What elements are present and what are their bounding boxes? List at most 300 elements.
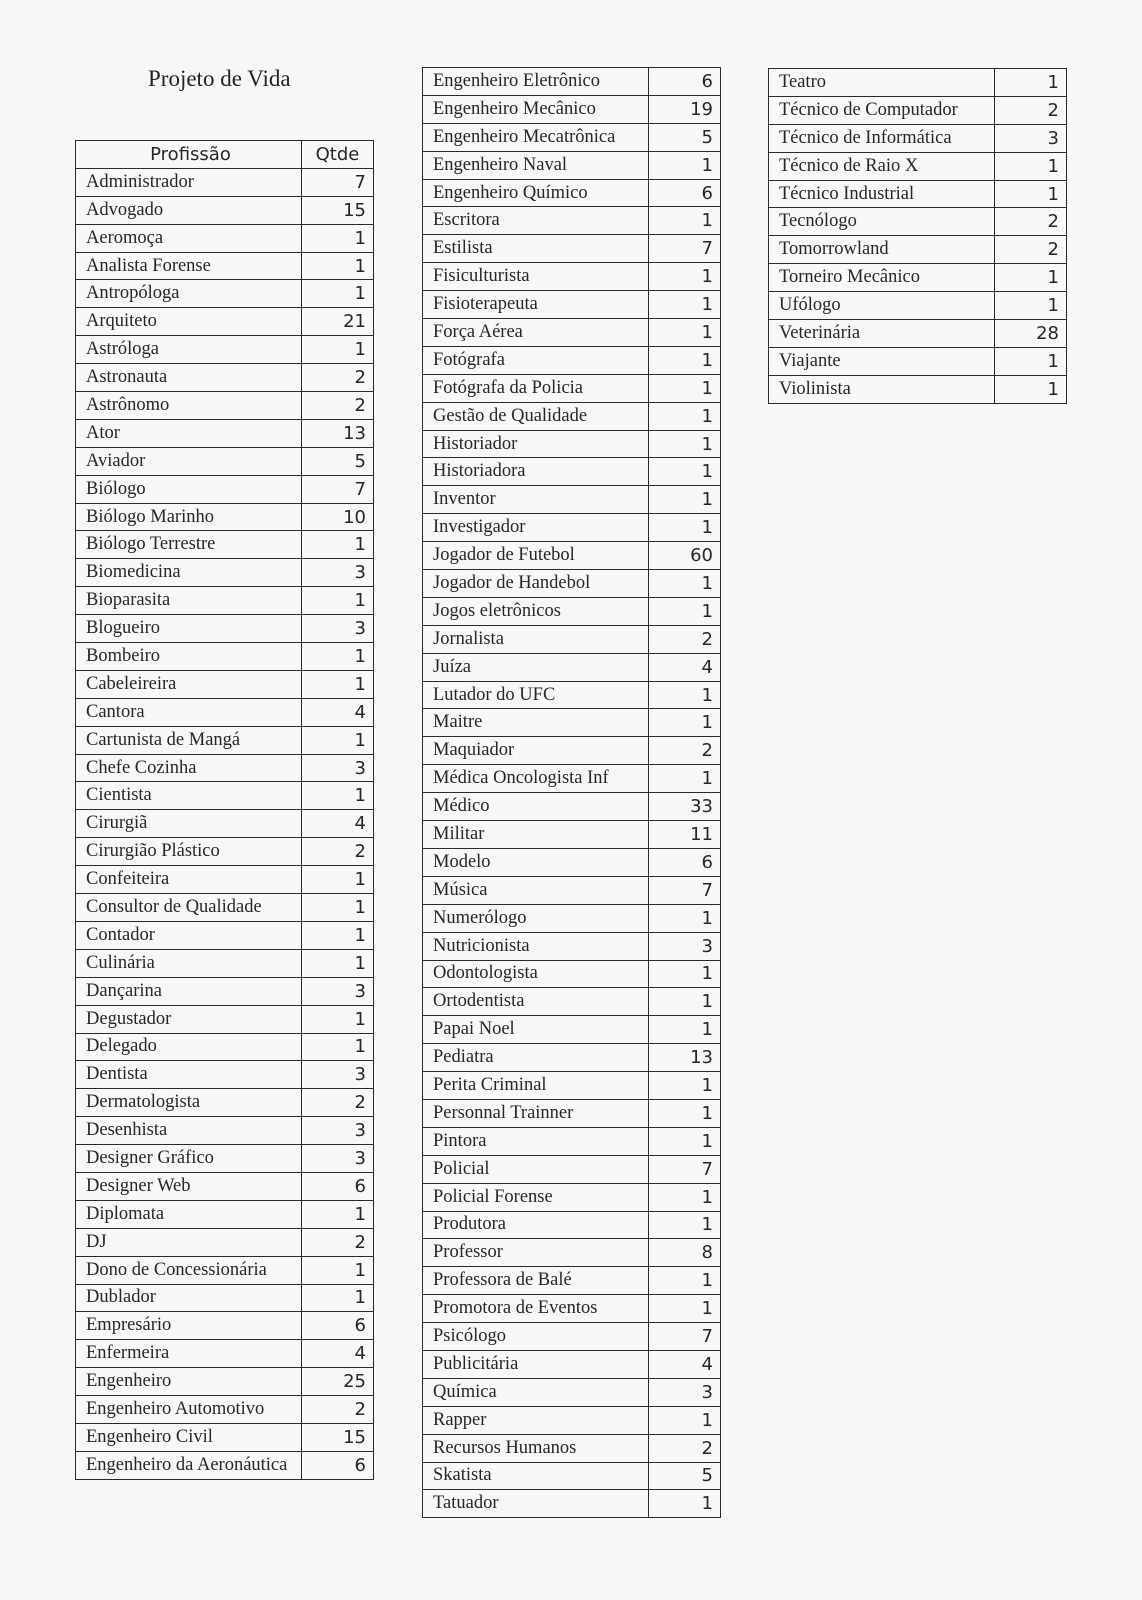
profession-qty: 13 xyxy=(649,1044,721,1072)
profession-name: Biólogo Marinho xyxy=(76,503,302,531)
table-row xyxy=(423,1378,721,1406)
table-row xyxy=(423,179,721,207)
table-row xyxy=(769,69,1067,97)
table-row xyxy=(769,236,1067,264)
table-row xyxy=(423,542,721,570)
profession-qty: 7 xyxy=(649,235,721,263)
profession-qty: 1 xyxy=(649,346,721,374)
profession-name: Inventor xyxy=(423,486,649,514)
table-row xyxy=(423,319,721,347)
profession-name: Degustador xyxy=(76,1005,302,1033)
table-row xyxy=(423,681,721,709)
table-row xyxy=(423,821,721,849)
table-row xyxy=(76,949,374,977)
table-row xyxy=(423,263,721,291)
table-row xyxy=(76,1423,374,1451)
table-row xyxy=(76,336,374,364)
table-row xyxy=(76,419,374,447)
profession-qty: 2 xyxy=(995,208,1067,236)
table-row xyxy=(423,1434,721,1462)
table-row xyxy=(423,1406,721,1434)
profession-name: Diplomata xyxy=(76,1200,302,1228)
profession-name: Tecnólogo xyxy=(769,208,995,236)
profession-qty: 1 xyxy=(649,1183,721,1211)
profession-name: Policial xyxy=(423,1155,649,1183)
profession-qty: 7 xyxy=(649,1155,721,1183)
profession-name: Personnal Trainner xyxy=(423,1099,649,1127)
table-row xyxy=(76,168,374,196)
profession-name: Jogador de Futebol xyxy=(423,542,649,570)
profession-qty: 4 xyxy=(302,698,374,726)
table-row xyxy=(76,726,374,754)
profession-name: Tatuador xyxy=(423,1490,649,1518)
profession-name: Designer Web xyxy=(76,1172,302,1200)
profession-name: Nutricionista xyxy=(423,932,649,960)
table-row xyxy=(423,1267,721,1295)
profession-name: Jornalista xyxy=(423,625,649,653)
profession-qty: 1 xyxy=(302,782,374,810)
table-row xyxy=(423,904,721,932)
profession-qty: 1 xyxy=(649,960,721,988)
profession-name: Fotógrafa xyxy=(423,346,649,374)
profession-qty: 1 xyxy=(649,1127,721,1155)
table-row xyxy=(76,838,374,866)
table-header-row xyxy=(76,141,374,169)
profession-name: Publicitária xyxy=(423,1350,649,1378)
profession-qty: 1 xyxy=(302,252,374,280)
profession-qty: 1 xyxy=(302,949,374,977)
profession-qty: 6 xyxy=(302,1172,374,1200)
profession-qty: 1 xyxy=(302,1033,374,1061)
table-row xyxy=(76,252,374,280)
table-row xyxy=(76,1005,374,1033)
profession-qty: 10 xyxy=(302,503,374,531)
page-title: Projeto de Vida xyxy=(148,66,291,91)
profession-qty: 6 xyxy=(649,179,721,207)
profession-qty: 15 xyxy=(302,196,374,224)
table-row xyxy=(423,1016,721,1044)
profession-qty: 1 xyxy=(302,1284,374,1312)
profession-name: Biólogo Terrestre xyxy=(76,531,302,559)
profession-name: DJ xyxy=(76,1228,302,1256)
profession-name: Aeromoça xyxy=(76,224,302,252)
profession-qty: 6 xyxy=(302,1312,374,1340)
table-row xyxy=(76,810,374,838)
profession-name: Engenheiro Eletrônico xyxy=(423,68,649,96)
profession-qty: 1 xyxy=(302,531,374,559)
profession-qty: 1 xyxy=(649,207,721,235)
profession-qty: 1 xyxy=(995,292,1067,320)
profession-qty: 5 xyxy=(302,447,374,475)
profession-name: Perita Criminal xyxy=(423,1072,649,1100)
profession-qty: 1 xyxy=(995,180,1067,208)
profession-name: Blogueiro xyxy=(76,615,302,643)
table-row xyxy=(76,615,374,643)
table-row xyxy=(76,1117,374,1145)
table-row xyxy=(769,208,1067,236)
profession-qty: 2 xyxy=(302,364,374,392)
profession-qty: 2 xyxy=(302,1089,374,1117)
profession-qty: 4 xyxy=(649,653,721,681)
table-row xyxy=(423,1490,721,1518)
profession-name: Astronauta xyxy=(76,364,302,392)
table-row xyxy=(423,291,721,319)
profession-qty: 4 xyxy=(649,1350,721,1378)
table-row xyxy=(423,625,721,653)
profession-name: Música xyxy=(423,876,649,904)
profession-name: Cartunista de Mangá xyxy=(76,726,302,754)
table-row xyxy=(76,643,374,671)
table-row xyxy=(76,1033,374,1061)
table-row xyxy=(76,1145,374,1173)
profession-qty: 15 xyxy=(302,1423,374,1451)
profession-name: Designer Gráfico xyxy=(76,1145,302,1173)
profession-qty: 6 xyxy=(649,68,721,96)
profession-name: Tomorrowland xyxy=(769,236,995,264)
table-row xyxy=(423,737,721,765)
profession-qty: 2 xyxy=(649,737,721,765)
profession-qty: 1 xyxy=(649,1267,721,1295)
table-row xyxy=(423,123,721,151)
profession-qty: 1 xyxy=(302,587,374,615)
profession-qty: 21 xyxy=(302,308,374,336)
table-row xyxy=(423,1072,721,1100)
profession-table-col-3 xyxy=(768,68,1067,404)
profession-name: Empresário xyxy=(76,1312,302,1340)
table-row xyxy=(769,124,1067,152)
profession-qty: 1 xyxy=(649,430,721,458)
profession-name: Psicólogo xyxy=(423,1323,649,1351)
profession-name: Dublador xyxy=(76,1284,302,1312)
table-row xyxy=(76,475,374,503)
profession-qty: 1 xyxy=(649,402,721,430)
table-row xyxy=(423,597,721,625)
profession-name: Advogado xyxy=(76,196,302,224)
profession-name: Odontologista xyxy=(423,960,649,988)
table-row xyxy=(76,1061,374,1089)
table-row xyxy=(769,320,1067,348)
table-row xyxy=(76,1312,374,1340)
profession-qty: 1 xyxy=(302,280,374,308)
profession-name: Técnico de Informática xyxy=(769,124,995,152)
table-row xyxy=(423,765,721,793)
profession-qty: 3 xyxy=(302,1061,374,1089)
profession-name: Estilista xyxy=(423,235,649,263)
profession-name: Analista Forense xyxy=(76,252,302,280)
profession-qty: 2 xyxy=(995,96,1067,124)
profession-name: Jogos eletrônicos xyxy=(423,597,649,625)
table-row xyxy=(423,1155,721,1183)
table-row xyxy=(76,587,374,615)
profession-name: Técnico de Computador xyxy=(769,96,995,124)
table-row xyxy=(423,374,721,402)
profession-name: Promotora de Eventos xyxy=(423,1295,649,1323)
profession-name: Astróloga xyxy=(76,336,302,364)
profession-name: Engenheiro Mecânico xyxy=(423,95,649,123)
profession-qty: 1 xyxy=(649,319,721,347)
profession-name: Cabeleireira xyxy=(76,670,302,698)
profession-qty: 5 xyxy=(649,1462,721,1490)
profession-name: Torneiro Mecânico xyxy=(769,264,995,292)
table-row xyxy=(76,196,374,224)
profession-qty: 1 xyxy=(302,224,374,252)
table-row xyxy=(423,570,721,598)
profession-qty: 33 xyxy=(649,793,721,821)
table-row xyxy=(769,180,1067,208)
profession-name: Jogador de Handebol xyxy=(423,570,649,598)
profession-qty: 1 xyxy=(995,152,1067,180)
table-row xyxy=(76,392,374,420)
profession-name: Maquiador xyxy=(423,737,649,765)
profession-name: Cirurgiã xyxy=(76,810,302,838)
table-row xyxy=(76,280,374,308)
profession-name: Médico xyxy=(423,793,649,821)
profession-qty: 1 xyxy=(649,374,721,402)
profession-qty: 7 xyxy=(302,168,374,196)
profession-qty: 60 xyxy=(649,542,721,570)
table-row xyxy=(76,364,374,392)
profession-qty: 1 xyxy=(649,291,721,319)
profession-name: Produtora xyxy=(423,1211,649,1239)
table-row xyxy=(423,653,721,681)
profession-qty: 2 xyxy=(649,1434,721,1462)
profession-qty: 2 xyxy=(302,1228,374,1256)
table-row xyxy=(76,559,374,587)
table-row xyxy=(76,224,374,252)
profession-qty: 1 xyxy=(302,643,374,671)
table-row xyxy=(76,308,374,336)
profession-name: Historiadora xyxy=(423,458,649,486)
profession-qty: 7 xyxy=(649,876,721,904)
profession-qty: 2 xyxy=(302,1396,374,1424)
table-row xyxy=(76,977,374,1005)
profession-name: Engenheiro Mecatrônica xyxy=(423,123,649,151)
profession-qty: 2 xyxy=(302,838,374,866)
profession-qty: 2 xyxy=(649,625,721,653)
table-row xyxy=(423,1127,721,1155)
profession-name: Dançarina xyxy=(76,977,302,1005)
table-row xyxy=(76,1284,374,1312)
profession-qty: 25 xyxy=(302,1368,374,1396)
profession-qty: 1 xyxy=(995,347,1067,375)
table-row xyxy=(76,754,374,782)
profession-qty: 1 xyxy=(649,486,721,514)
table-row xyxy=(423,848,721,876)
profession-name: Policial Forense xyxy=(423,1183,649,1211)
table-row xyxy=(76,866,374,894)
profession-name: Skatista xyxy=(423,1462,649,1490)
profession-name: Ufólogo xyxy=(769,292,995,320)
profession-qty: 4 xyxy=(302,810,374,838)
profession-name: Papai Noel xyxy=(423,1016,649,1044)
profession-qty: 1 xyxy=(649,514,721,542)
profession-name: Recursos Humanos xyxy=(423,1434,649,1462)
profession-name: Administrador xyxy=(76,168,302,196)
header-qty: Qtde xyxy=(302,141,374,169)
table-row xyxy=(423,1044,721,1072)
profession-name: Contador xyxy=(76,921,302,949)
profession-name: Dentista xyxy=(76,1061,302,1089)
profession-table-col-2 xyxy=(422,67,721,1518)
table-row xyxy=(769,375,1067,403)
table-row xyxy=(423,514,721,542)
table-row xyxy=(76,1172,374,1200)
profession-qty: 7 xyxy=(302,475,374,503)
profession-qty: 1 xyxy=(649,263,721,291)
table-row xyxy=(76,921,374,949)
profession-name: Maitre xyxy=(423,709,649,737)
profession-qty: 1 xyxy=(649,1406,721,1434)
profession-qty: 1 xyxy=(649,709,721,737)
table-row xyxy=(76,1368,374,1396)
profession-name: Pediatra xyxy=(423,1044,649,1072)
table-row xyxy=(423,1295,721,1323)
profession-qty: 1 xyxy=(995,69,1067,97)
table-row xyxy=(423,346,721,374)
table-row xyxy=(76,1396,374,1424)
profession-qty: 1 xyxy=(649,988,721,1016)
profession-qty: 3 xyxy=(302,615,374,643)
table-row xyxy=(423,1350,721,1378)
profession-qty: 2 xyxy=(302,392,374,420)
profession-name: Cirurgião Plástico xyxy=(76,838,302,866)
table-row xyxy=(423,95,721,123)
profession-name: Engenheiro Automotivo xyxy=(76,1396,302,1424)
table-row xyxy=(76,1089,374,1117)
table-row xyxy=(76,698,374,726)
profession-name: Dermatologista xyxy=(76,1089,302,1117)
table-row xyxy=(423,235,721,263)
profession-name: Culinária xyxy=(76,949,302,977)
profession-qty: 3 xyxy=(302,1145,374,1173)
profession-name: Ortodentista xyxy=(423,988,649,1016)
profession-qty: 1 xyxy=(302,1005,374,1033)
profession-name: Fisioterapeuta xyxy=(423,291,649,319)
table-row xyxy=(423,960,721,988)
profession-name: Fotógrafa da Policia xyxy=(423,374,649,402)
profession-name: Engenheiro Químico xyxy=(423,179,649,207)
table-row xyxy=(76,894,374,922)
profession-name: Fisiculturista xyxy=(423,263,649,291)
profession-name: Rapper xyxy=(423,1406,649,1434)
profession-name: Cantora xyxy=(76,698,302,726)
profession-name: Desenhista xyxy=(76,1117,302,1145)
profession-qty: 1 xyxy=(649,597,721,625)
profession-name: Juíza xyxy=(423,653,649,681)
profession-qty: 5 xyxy=(649,123,721,151)
profession-qty: 3 xyxy=(649,1378,721,1406)
profession-name: Modelo xyxy=(423,848,649,876)
profession-qty: 7 xyxy=(649,1323,721,1351)
profession-name: Viajante xyxy=(769,347,995,375)
table-row xyxy=(76,503,374,531)
profession-qty: 19 xyxy=(649,95,721,123)
profession-qty: 1 xyxy=(649,570,721,598)
profession-name: Engenheiro da Aeronáutica xyxy=(76,1451,302,1479)
profession-name: Consultor de Qualidade xyxy=(76,894,302,922)
profession-name: Pintora xyxy=(423,1127,649,1155)
profession-name: Dono de Concessionária xyxy=(76,1256,302,1284)
profession-name: Violinista xyxy=(769,375,995,403)
profession-qty: 3 xyxy=(302,977,374,1005)
table-row xyxy=(423,1099,721,1127)
profession-name: Chefe Cozinha xyxy=(76,754,302,782)
profession-qty: 1 xyxy=(649,904,721,932)
profession-name: Professora de Balé xyxy=(423,1267,649,1295)
profession-name: Delegado xyxy=(76,1033,302,1061)
profession-qty: 1 xyxy=(302,336,374,364)
profession-name: Química xyxy=(423,1378,649,1406)
profession-qty: 1 xyxy=(995,264,1067,292)
profession-qty: 1 xyxy=(302,894,374,922)
profession-qty: 3 xyxy=(649,932,721,960)
profession-qty: 1 xyxy=(649,1490,721,1518)
table-row xyxy=(423,793,721,821)
table-row xyxy=(423,1211,721,1239)
profession-name: Força Aérea xyxy=(423,319,649,347)
profession-name: Militar xyxy=(423,821,649,849)
table-row xyxy=(76,1200,374,1228)
table-row xyxy=(76,447,374,475)
profession-name: Cientista xyxy=(76,782,302,810)
table-row xyxy=(423,932,721,960)
table-row xyxy=(76,531,374,559)
profession-name: Biomedicina xyxy=(76,559,302,587)
profession-qty: 3 xyxy=(302,559,374,587)
profession-qty: 1 xyxy=(649,1072,721,1100)
table-row xyxy=(769,347,1067,375)
table-row xyxy=(76,1340,374,1368)
profession-qty: 3 xyxy=(302,1117,374,1145)
table-row xyxy=(76,670,374,698)
table-row xyxy=(423,486,721,514)
profession-name: Bombeiro xyxy=(76,643,302,671)
profession-name: Médica Oncologista Inf xyxy=(423,765,649,793)
table-row xyxy=(423,1323,721,1351)
profession-name: Aviador xyxy=(76,447,302,475)
table-row xyxy=(423,1462,721,1490)
table-row xyxy=(423,207,721,235)
profession-name: Historiador xyxy=(423,430,649,458)
profession-qty: 1 xyxy=(649,1099,721,1127)
table-row xyxy=(423,1183,721,1211)
profession-qty: 11 xyxy=(649,821,721,849)
table-row xyxy=(769,264,1067,292)
table-row xyxy=(423,430,721,458)
table-row xyxy=(423,458,721,486)
table-row xyxy=(76,782,374,810)
table-row xyxy=(76,1451,374,1479)
profession-qty: 1 xyxy=(302,1256,374,1284)
profession-name: Astrônomo xyxy=(76,392,302,420)
profession-qty: 28 xyxy=(995,320,1067,348)
profession-name: Gestão de Qualidade xyxy=(423,402,649,430)
table-row xyxy=(769,292,1067,320)
profession-qty: 1 xyxy=(995,375,1067,403)
profession-name: Técnico de Raio X xyxy=(769,152,995,180)
profession-table-col-1 xyxy=(75,140,374,1480)
profession-name: Técnico Industrial xyxy=(769,180,995,208)
profession-name: Numerólogo xyxy=(423,904,649,932)
profession-name: Veterinária xyxy=(769,320,995,348)
profession-qty: 2 xyxy=(995,236,1067,264)
profession-qty: 4 xyxy=(302,1340,374,1368)
header-profession: Profissão xyxy=(76,141,302,169)
table-row xyxy=(76,1256,374,1284)
profession-name: Engenheiro Civil xyxy=(76,1423,302,1451)
table-row xyxy=(76,1228,374,1256)
profession-qty: 1 xyxy=(302,921,374,949)
